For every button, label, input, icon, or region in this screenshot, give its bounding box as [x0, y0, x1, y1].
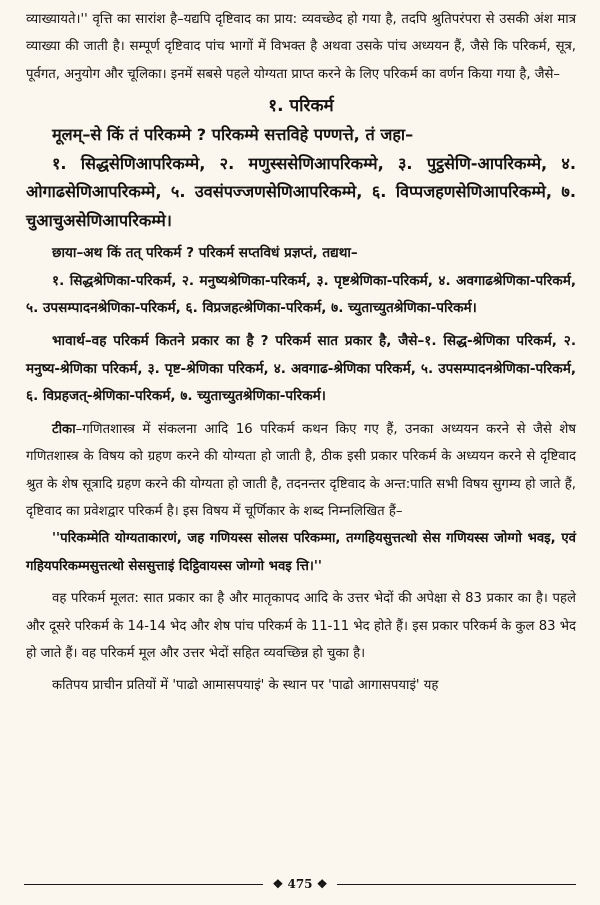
footer-rule-left — [24, 884, 263, 885]
section-title: १. परिकर्म — [268, 96, 334, 117]
bhavarth-paragraph: भावार्थ–वह परिकर्म कितने प्रकार का है ? परिकर्म सात प्रकार है, जैसे–१. सिद्ध-श्रेणिका परिकर्म, २. मनुष्य-श्रेणिका परिकर्म, ३. पृष्ट-श्रेणिका परिकर्म, ४. अवगाढ-श्रेणिका परिकर्म, ५. उपसम्पादनश्रेणिका-परिकर्म, ६. विप्रहजत्-श्रेणिका-परिकर्म, ७. च्युताच्युतश्रेणिका-परिकर्म। — [26, 333, 576, 405]
tika-text: –गणितशास्त्र में संकलना आदि 16 परिकर्म कथन किए गए हैं, उनका अध्ययन करने से जैसे शेष गणितशास्त्र के विषय को ग्रहण करने की योग्यता हो जाती है, ठीक इसी प्रकार परिकर्म के अध्ययन करने से दृष्टिवाद श्रुत के शेष सूत्रादि ग्रहण करने की योग्यता हो जाती है, तदनन्तर दृष्टिवाद के अन्त:पाति सभी विषय सुगम्य हो जाते हैं, दृष्टिवाद का प्रवेशद्वार परिकर्म है। इस विषय में चूर्णिकार के शब्द निम्नलिखित हैं– — [26, 421, 576, 519]
mool-heading: मूलम्–से किं तं परिकम्मे ? परिकम्मे सत्तविहे पण्णत्ते, तं जहा– — [52, 125, 414, 145]
mool-types-paragraph: वह परिकर्म मूलत: सात प्रकार का है और मातृकापद आदि के उत्तर भेदों की अपेक्षा से 83 प्रकार का है। पहले और दूसरे परिकर्म के 14-14 भेद और शेष पांच परिकर्म के 11-11 भेद होते हैं। इस प्रकार परिकर्म के कुल 83 भेद हो जाते हैं। वह परिकर्म मूल और उत्तर भेदों सहित व्यवच्छिन्न हो चुका है। — [26, 591, 576, 662]
ornament-left-icon: ❖ — [272, 877, 284, 891]
intro-paragraph: व्याख्यायते।'' वृत्ति का सारांश है–यद्यपि दृष्टिवाद का प्राय: व्यवच्छेद हो गया है, तदपि श्रुतिपरंपरा से उसकी अंश मात्र व्याख्या की जाती है। सम्पूर्ण दृष्टिवाद पांच भागों में विभक्त है अथवा उसके पांच अध्ययन हैं, जैसे कि परिकर्म, सूत्र, पूर्वगत, अनुयोग और चूलिका। इनमें सबसे पहले योग्यता प्राप्त करने के लिए परिकर्म का वर्णन किया गया है, जैसे– — [26, 12, 576, 82]
footer-rule-right — [337, 884, 576, 885]
tika-paragraph — [26, 416, 576, 526]
chhaya-list: १. सिद्धश्रेणिका-परिकर्म, २. मनुष्यश्रेणिका-परिकर्म, ३. पृष्टश्रेणिका-परिकर्म, ४. अवगाढश्रेणिका-परिकर्म, ५. उपसम्पादनश्रेणिका-परिकर्म, ६. विप्रजहत्श्रेणिका-परिकर्म, ७. च्युताच्युतश्रेणिका-परिकर्म। — [26, 272, 576, 317]
page-footer — [24, 877, 576, 891]
tika-label: टीका — [52, 421, 76, 437]
ornament-right-icon: ❖ — [316, 877, 328, 891]
page-number: 475 — [287, 877, 313, 891]
mool-list: १. सिद्धसेणिआपरिकम्मे, २. मणुस्ससेणिआपरिकम्मे, ३. पुट्ठसेणि-आपरिकम्मे, ४. ओगाढसेणिआपरिकम्मे, ५. उवसंपज्जणसेणिआपरिकम्मे, ६. विप्पजहणसेणिआपरिकम्मे, ७. चुआचुअसेणिआपरिकम्मे। — [26, 153, 576, 230]
chhaya-heading: छाया–अथ किं तत् परिकर्म ? परिकर्म सप्तविधं प्रज्ञप्तं, तद्यथा– — [52, 245, 358, 262]
last-paragraph: कतिपय प्राचीन प्रतियों में 'पाढो आमासपयाइं' के स्थान पर 'पाढो आगासपयाइं' यह — [52, 678, 439, 694]
page-number-block — [263, 877, 338, 891]
churni-quote: ''परिकम्मेति योग्यताकारणं, जह गणियस्स सोलस परिकम्मा, तग्गहियसुत्तत्थो सेस गणियस्स जोग्गो भवइ, एवं गहियपरिकम्मसुत्तत्थो सेससुत्ताइं दिट्ठिवायस्स जोग्गो भवइ त्ति।'' — [26, 531, 576, 574]
